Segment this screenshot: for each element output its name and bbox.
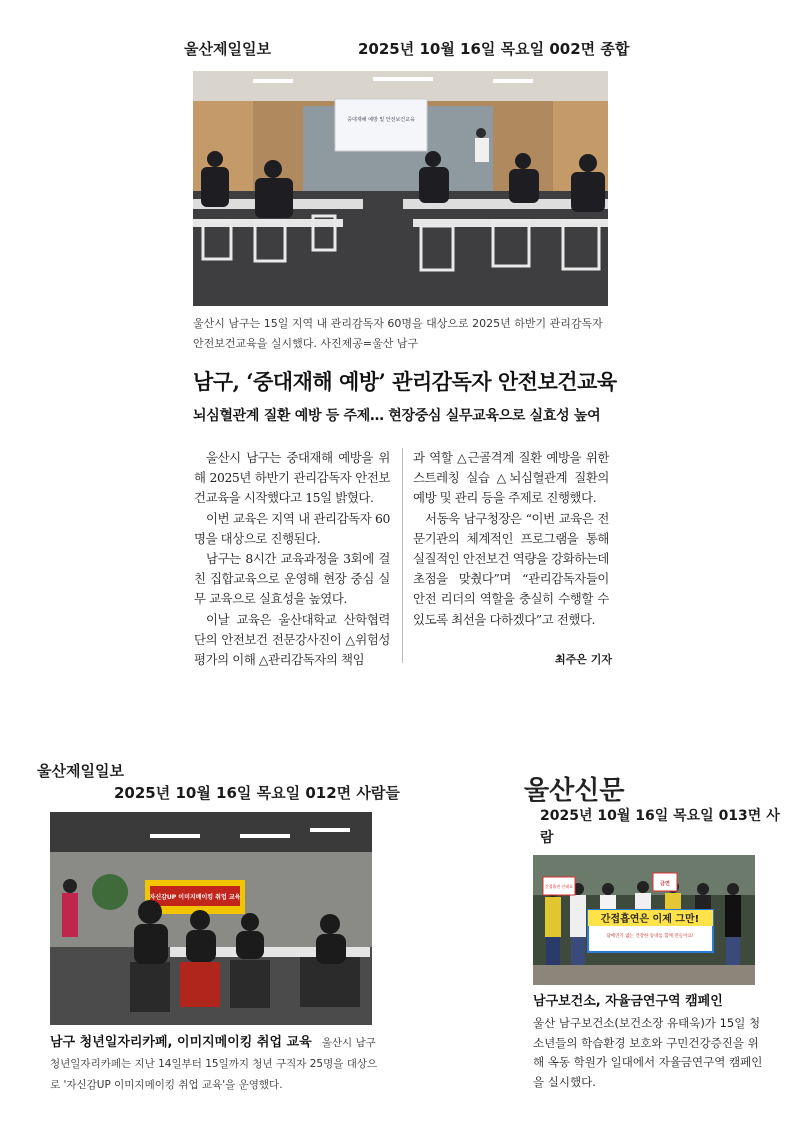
column-divider (402, 448, 403, 663)
paragraph: 이날 교육은 울산대학교 산학협력단의 안전보건 전문강사진이 △위험성평가의 이해 △관리감독자의 책임 (194, 611, 390, 668)
clip1-newspaper-name: 울산제일일보 (184, 40, 271, 58)
photo-sign-text: 간접흡연 안돼요 (544, 884, 574, 889)
clip2-body-text: 울산시 남구 청년일자리카페는 지난 14일부터 15일까지 청년 구직자 25명을 대상으로 '자신감UP 이미지메이킹 취업 교육'을 운영했다. (50, 1037, 378, 1091)
photo-banner-subtext: 담배연기 없는 건강한 동네를 함께 만들어요! (606, 934, 694, 939)
photo-sign-text: 금연 (660, 881, 670, 887)
clip3-headline: 남구보건소, 자율금연구역 캠페인 (533, 994, 723, 1009)
clip1-body-column-left (194, 448, 390, 670)
clip3-body: 울산 남구보건소(보건소장 유태욱)가 15일 청소년들의 학습환경 보호와 구민건강증진을 위해 옥동 학원가 일대에서 자율금연구역 캠페인을 실시했다. (533, 1016, 763, 1089)
clip2-photo (50, 812, 372, 1025)
photo-banner-text: 간접흡연은 이제 그만! (600, 914, 700, 925)
paragraph: 서동욱 남구청장은 “이번 교육은 전문기관의 체계적인 프로그램을 통해 실질적인 안전보건 역량을 강화하는데 초점을 맞췄다”며 “관리감독자들이 안전 리더의 역할을 충실히 수행할 수 있도록 최선을 다하겠다”고 전했다. (413, 510, 609, 627)
paragraph: 남구는 8시간 교육과정을 3회에 걸친 집합교육으로 운영해 현장 중심 실무 교육으로 실효성을 높였다. (194, 551, 390, 607)
clip2-headline: 남구 청년일자리카페, 이미지메이킹 취업 교육 (50, 1035, 312, 1050)
clip2-newspaper-name: 울산제일일보 (37, 762, 124, 780)
clip3-photo (533, 855, 755, 985)
clip1-dateline: 2025년 10월 16일 목요일 002면 종합 (358, 40, 630, 58)
classroom-illustration (50, 812, 372, 1025)
clip1-byline: 최주은 기자 (555, 653, 612, 666)
paragraph: 이번 교육은 지역 내 관리감독자 60명을 대상으로 진행된다. (194, 510, 390, 546)
clip1-body-column-right (413, 448, 609, 630)
photo-banner-text: 자신감UP 이미지메이킹 취업 교육 (149, 894, 241, 901)
clip1-photo-caption: 울산시 남구는 15일 지역 내 관리감독자 60명을 대상으로 2025년 하반기 관리감독자 안전보건교육을 실시했다. 사진제공=울산 남구 (193, 317, 603, 350)
seminar-room-illustration (193, 71, 608, 306)
clip2-body (50, 1032, 380, 1096)
photo-screen-text: 중대재해 예방 및 안전보건교육 (347, 117, 415, 123)
clip3-dateline: 2025년 10월 16일 목요일 013면 사람 (540, 808, 780, 846)
paragraph: 울산시 남구는 중대재해 예방을 위해 2025년 하반기 관리감독자 안전보건교육을 시작했다고 15일 밝혔다. (194, 450, 390, 506)
clip3-newspaper-name: 울산신문 (524, 776, 625, 806)
clip2-dateline: 2025년 10월 16일 목요일 012면 사람들 (114, 784, 400, 802)
campaign-illustration (533, 855, 755, 985)
clip1-subheadline: 뇌심혈관계 질환 예방 등 주제… 현장중심 실무교육으로 실효성 높여 (193, 408, 601, 424)
clip1-photo (193, 71, 608, 306)
clip1-headline: 남구, ‘중대재해 예방’ 관리감독자 안전보건교육 (193, 369, 617, 394)
paragraph: 과 역할 △근골격계 질환 예방을 위한 스트레칭 실습 △뇌심혈관계 질환의 예방 및 관리 등을 주제로 진행했다. (413, 450, 609, 506)
